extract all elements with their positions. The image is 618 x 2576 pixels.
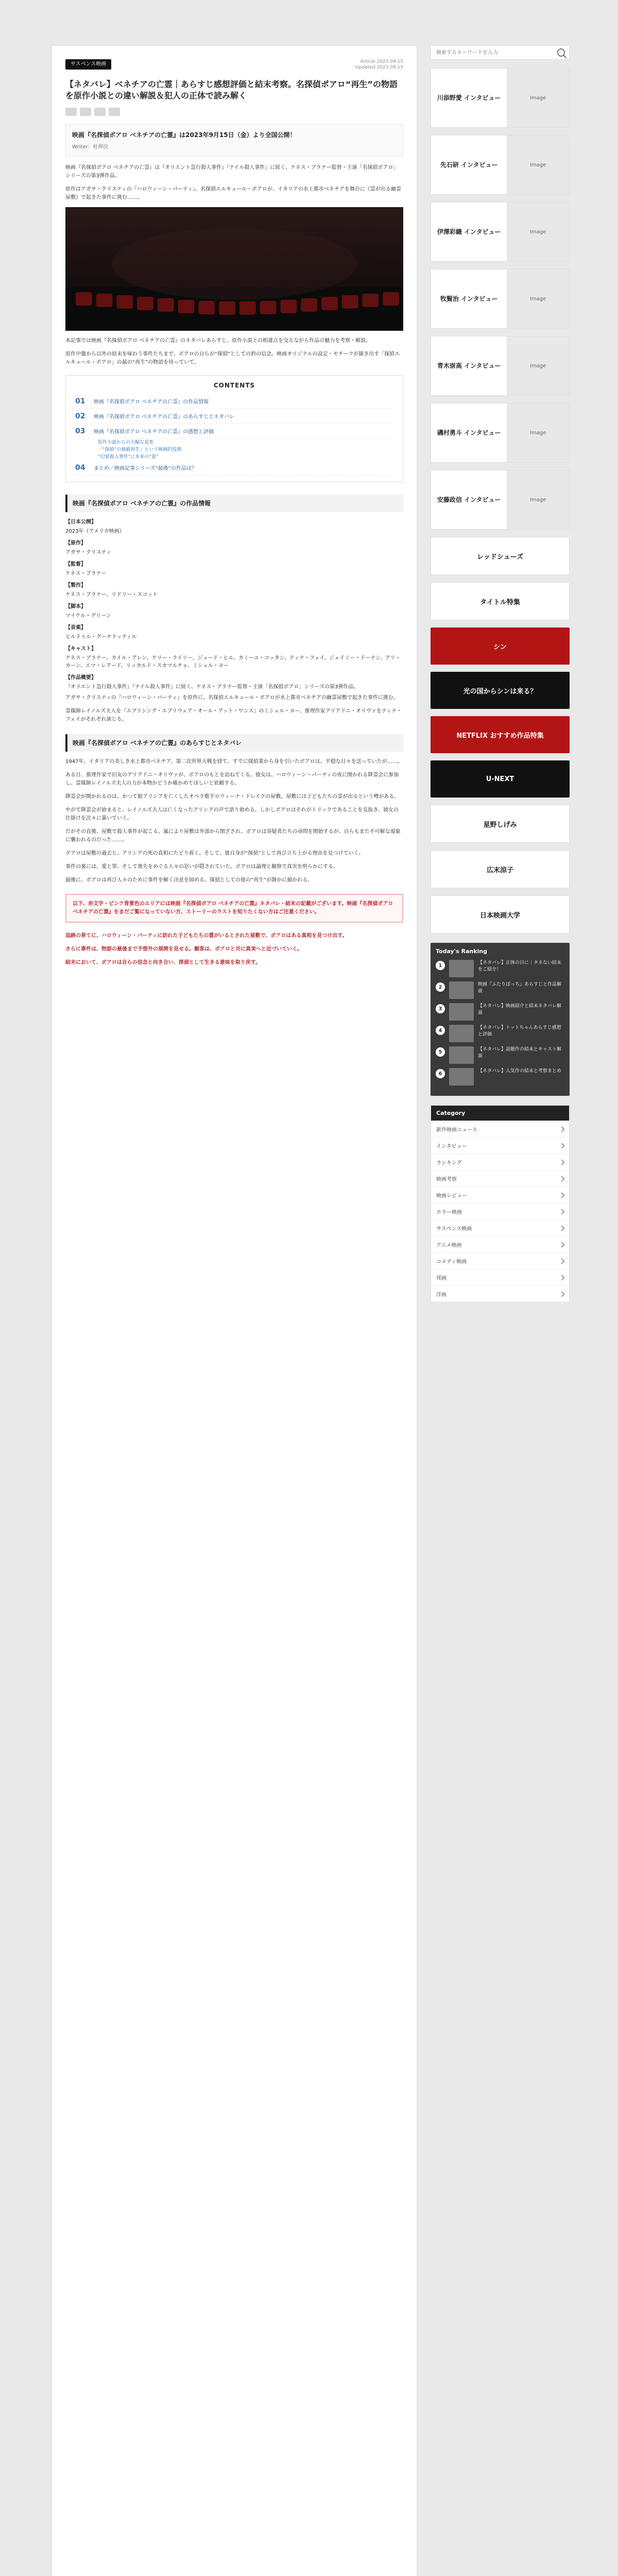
lead-title: 映画『名探偵ポアロ ベネチアの亡霊』は2023年9月15日（金）より全国公開！ — [72, 131, 296, 139]
toc-item[interactable] — [75, 409, 393, 424]
rank-title: 【ネタバレ】正体の日に｜タネない結末をご紹介！ — [478, 960, 561, 972]
rank-number: 2 — [436, 982, 445, 992]
synopsis-paragraph: ポアロは屋敷の過去と、アリシアの死の真相にたどり着く。そして、彼自身が“探偵”として再び立ち上がる理由を見つけていく。 — [65, 851, 364, 856]
ranking-title: Today's Ranking — [436, 948, 487, 955]
rank-thumbnail — [449, 1025, 474, 1042]
toc-number: 03 — [75, 427, 85, 435]
toc-sub-item[interactable]: 原作小説からの大幅な変更 — [98, 440, 154, 445]
sidebar-banner[interactable] — [431, 403, 570, 463]
toc-item[interactable] — [75, 394, 393, 409]
article-title: 【ネタバレ】ベネチアの亡霊｜あらすじ感想評価と結末考察。名探偵ポアロ“再生”の物語を原作小説との違い解説＆犯人の正体で読み解く — [65, 79, 398, 100]
rank-number: 6 — [436, 1069, 445, 1078]
sidebar-banner[interactable] — [431, 470, 570, 530]
spoiler-warning — [65, 894, 403, 923]
category-label: ホラー映画 — [436, 1210, 462, 1215]
chevron-right-icon — [559, 1225, 564, 1231]
rank-thumbnail — [449, 1046, 474, 1064]
rank-number: 4 — [436, 1026, 445, 1035]
sidebar-banner[interactable] — [431, 269, 570, 329]
main-article — [52, 45, 417, 2576]
banner-image: Image — [507, 336, 569, 395]
ranking-item[interactable] — [436, 960, 564, 977]
toc-text: まとめ／映画記事シリーズ“最後”の作品は？ — [94, 466, 197, 471]
info-value: ヒルドゥル・グーナドッティル — [65, 634, 137, 640]
category-item[interactable] — [431, 1187, 569, 1203]
info-label: 【脚本】 — [65, 604, 86, 609]
contents-title: CONTENTS — [213, 382, 255, 389]
rank-thumbnail — [449, 981, 474, 999]
sidebar-wide-banner[interactable]: シン — [431, 628, 570, 665]
ranking-item[interactable] — [436, 1068, 564, 1086]
share-buttons — [65, 108, 403, 116]
toc-number: 02 — [75, 412, 85, 420]
category-label: ランキング — [436, 1160, 462, 1166]
rank-thumbnail — [449, 1068, 474, 1086]
banner-text: 牧賢治 インタビュー — [440, 295, 498, 302]
search-input[interactable] — [435, 49, 553, 56]
info-list — [65, 518, 403, 691]
rank-title: 映画『ふたりぼっち』あらすじと作品解説 — [478, 982, 562, 994]
share-button-4[interactable] — [109, 108, 120, 116]
category-label: 新作映画ニュース — [436, 1127, 477, 1133]
chevron-right-icon — [559, 1126, 564, 1132]
toc-item[interactable] — [75, 461, 393, 476]
banner-image: Image — [507, 69, 569, 127]
sidebar — [431, 45, 570, 2576]
banner-text: 磯村勇斗 インタビュー — [437, 429, 501, 436]
sidebar-wide-banner[interactable]: 広末涼子 — [431, 850, 570, 888]
banner-image: Image — [507, 135, 569, 194]
synopsis-paragraph: ある日、推理作家で旧友のアリアドニ・オリヴァが、ポアロのもとを訪ねてくる。彼女は、ハロウィーン・パーティの夜に開かれる降霊会に参加し、霊媒師レイノルズ夫人の力が本物かどうか確かめてほしいと依頼する。 — [65, 772, 399, 786]
banner-image: Image — [507, 202, 569, 261]
category-label: 映画レビュー — [436, 1193, 467, 1199]
info-label: 【キャスト】 — [65, 646, 96, 652]
search-icon[interactable] — [557, 48, 565, 57]
category-title: Category — [431, 1106, 569, 1121]
chevron-right-icon — [559, 1291, 564, 1297]
rank-title: 【ネタバレ】トットちゃんあらすじ感想と評価 — [478, 1025, 561, 1037]
synopsis-paragraph: 1947年。イタリアの美しき水上都市ベネチア。第二次世界大戦を経て、すでに探偵業から身を引いたポアロは、平穏な日々を送っていたが……。 — [65, 759, 403, 765]
spoiler-paragraph: 結末において、ポアロは自らの信念と向き合い、探偵として生きる意味を取り戻す。 — [65, 960, 261, 965]
toc-text: 映画『名探偵ポアロ ベネチアの亡霊』のあらすじとネタバレ — [94, 414, 235, 420]
banner-text: 青木崇高 インタビュー — [437, 362, 501, 369]
spoiler-warning-text: 以下、赤文字・ピンク背景色のエリアには映画『名探偵ポアロ ベネチアの亡霊』ネタバレ・結末の記載がございます。映画『名探偵ポアロ ベネチアの亡霊』をまだご覧になっていない方、ストーリーのラストを知りたくない方はご注意ください。 — [73, 901, 393, 915]
intro-paragraph-2: 原作はアガサ・クリスティの『ハロウィーン・パーティ』。名探偵エルキュール・ポアロが、イタリアの水上都市ベネチアを舞台に《霊が出る幽霊屋敷》で起きた事件に挑む……。 — [65, 187, 401, 200]
section-title-info: 映画『名探偵ポアロ ベネチアの亡霊』の作品情報 — [65, 495, 403, 512]
info-value: 2023年（アメリカ映画） — [65, 529, 125, 534]
chevron-right-icon — [559, 1192, 564, 1198]
synopsis-paragraph: やがて降霊会が始まると、レイノルズ夫人は亡くなったアリシアの声で語り始める。しかしポアロはそれがトリックであることを見抜き、彼女の仕掛けを次々に暴いていく。 — [65, 807, 399, 821]
chevron-right-icon — [559, 1176, 564, 1181]
toc-sub-item[interactable]: 「“探偵”の価値再生」という映画的役割 — [98, 447, 182, 452]
category-item[interactable] — [431, 1170, 569, 1187]
chevron-right-icon — [559, 1159, 564, 1165]
chevron-right-icon — [559, 1242, 564, 1247]
info-label: 【原作】 — [65, 540, 86, 546]
published-date: Article 2023.09.15 — [360, 59, 403, 64]
banner-text: 伊澤彩織 インタビュー — [437, 228, 501, 235]
toc-number: 04 — [75, 464, 85, 472]
section1-paragraph-2: 霊媒師レイノルズ夫人を『エブリシング・エブリウェア・オール・アット・ワンス』のミシェル・ヨー、推理作家アリアドニ・オリヴァをティナ・フェイがそれぞれ演じる。 — [65, 708, 402, 722]
banner-image: Image — [507, 403, 569, 462]
category-label: 映画考察 — [436, 1177, 457, 1182]
spoiler-paragraph: さらに事件は、物語の最後まで予想外の展開を見せる。観客は、ポアロと共に真実へと近づいていく。 — [65, 946, 302, 952]
rank-number: 3 — [436, 1004, 445, 1013]
info-value: ケネス・ブラナー — [65, 571, 107, 577]
rank-thumbnail — [449, 1003, 474, 1021]
info-value: マイケル・グリーン — [65, 613, 111, 619]
sidebar-wide-banner[interactable]: NETFLIX おすすめ作品特集 — [431, 716, 570, 753]
toc-text: 映画『名探偵ポアロ ベネチアの亡霊』の作品情報 — [94, 399, 209, 405]
info-value: ケネス・ブラナー、カイル・アレン、ケリー・ライリー、ジュード・ヒル、カミーユ・コッタン、ティナ・フェイ、ジェイミー・ドーナン、アリ・カーン、エマ・レアード、リッカルド・スカマルチョ、ミシェル・ヨー — [65, 655, 401, 669]
category-item[interactable] — [431, 1121, 569, 1137]
rank-number: 1 — [436, 961, 445, 970]
info-label: 【音楽】 — [65, 625, 86, 631]
contents-box — [65, 375, 403, 482]
rank-thumbnail — [449, 960, 474, 977]
section1-paragraph-1: アガサ・クリスティの『ハロウィーン・パーティ』を原作に、名探偵エルキュール・ポアロが水上都市ベネチアの幽霊屋敷で起きた事件に挑む。 — [65, 695, 399, 701]
category-box — [431, 1105, 570, 1302]
sidebar-banner[interactable] — [431, 135, 570, 195]
sidebar-wide-banner[interactable]: 日本映画大学 — [431, 895, 570, 934]
ranking-box — [431, 943, 570, 1096]
lead-box — [65, 124, 403, 157]
info-value: ケネス・ブラナー、リドリー・スコット — [65, 592, 158, 598]
chevron-right-icon — [559, 1258, 564, 1264]
info-value: 『オリエント急行殺人事件』『ナイル殺人事件』に続く、ケネス・ブラナー監督・主演「名探偵ポアロ」シリーズの第3弾作品。 — [65, 684, 359, 690]
ranking-item[interactable] — [436, 1046, 564, 1064]
sidebar-banner[interactable] — [431, 202, 570, 262]
share-button-3[interactable] — [94, 108, 106, 116]
hero-image — [65, 207, 403, 331]
toc-item[interactable] — [75, 424, 393, 439]
lead-author: Writer：桂伸次 — [72, 144, 109, 150]
category-label: 洋画 — [436, 1292, 447, 1298]
ranking-item[interactable] — [436, 981, 564, 999]
banner-text: 先石研 インタビュー — [440, 161, 498, 168]
share-button-1[interactable] — [65, 108, 77, 116]
ranking-item[interactable] — [436, 1025, 564, 1042]
chevron-right-icon — [559, 1209, 564, 1214]
chevron-right-icon — [559, 1275, 564, 1280]
intro-paragraph-4: 原作中盤から以外の結末を味わう事件たちまで、ポアロの自らが“探偵”としての矜の信念。映画オリジナルの設定・モチーフが描き出す「探偵エルキュール・ポアロ」の最の“再生”の物語を待っていて。 — [65, 351, 400, 365]
chevron-right-icon — [559, 1143, 564, 1148]
synopsis-paragraph: 事件の裏には、愛と罪、そして喪失をめぐる人々の思いが隠されていた。ポアロは論理と観察で真実を明らかにする。 — [65, 864, 338, 870]
info-label: 【監督】 — [65, 562, 86, 567]
banner-text: 安藤政信 インタビュー — [437, 496, 501, 503]
synopsis-paragraph: だがその直後、屋敷で殺人事件が起こる。嵐により屋敷は外部から閉ざされ、ポアロは容疑者たちの尋問を開始するが、自らもまた不可解な現象に襲われるのだった……。 — [65, 829, 401, 843]
category-item[interactable] — [431, 1236, 569, 1252]
info-label: 【製作】 — [65, 583, 86, 588]
intro-paragraph-1: 映画『名探偵ポアロ ベネチアの亡霊』は『オリエント急行殺人事件』『ナイル殺人事件』に続く、ケネス・ブラナー監督・主演「名探偵ポアロ」シリーズの第3弾作品。 — [65, 165, 399, 179]
theater-image — [65, 207, 403, 331]
info-label: 【作品概要】 — [65, 675, 96, 681]
category-item[interactable] — [431, 1154, 569, 1170]
article-inner — [52, 46, 417, 967]
rank-number: 5 — [436, 1047, 445, 1057]
intro-paragraph-3: 本記事では映画『名探偵ポアロ ベネチアの亡霊』のネタバレあらすじ、原作小説との相違点を交えながら作品の魅力を考察・解説。 — [65, 338, 371, 344]
rank-title: 【ネタバレ】映画紹介と結末ネタバレ解説 — [478, 1004, 561, 1015]
sidebar-wide-banner[interactable]: 光の国からシンは来る？ — [431, 672, 570, 709]
synopsis-paragraph: 降霊会が開かれるのは、かつて娘アリシアを亡くしたオペラ歌手ロウィーナ・ドレイクの屋敷。屋敷には子どもたちの霊が出るという噂がある。 — [65, 794, 400, 800]
rank-title: 【ネタバレ】話題作の結末とキャスト解説 — [478, 1047, 561, 1059]
sidebar-wide-banner[interactable]: レッドシューズ — [431, 537, 570, 575]
category-item[interactable] — [431, 1137, 569, 1154]
info-value: アガサ・クリスティ — [65, 550, 111, 555]
category-item[interactable] — [431, 1203, 569, 1219]
ranking-item[interactable] — [436, 1003, 564, 1021]
article-dates — [355, 59, 403, 71]
category-item[interactable] — [431, 1285, 569, 1302]
category-label: サスペンス映画 — [436, 1226, 472, 1232]
sidebar-banner[interactable] — [431, 336, 570, 396]
rank-title: 【ネタバレ】人気作の結末と考察まとめ — [478, 1069, 561, 1074]
sidebar-banner[interactable] — [431, 68, 570, 128]
article-top-row — [65, 59, 403, 72]
search-bar — [431, 45, 570, 60]
spoiler-paragraph: 追跡の果てに、ハロウィーン・パーティに訪れた子どもたちの霊がいるとされた屋敷で、ポアロはある真相を見つけ出す。 — [65, 933, 348, 939]
share-button-2[interactable] — [80, 108, 91, 116]
banner-image: Image — [507, 470, 569, 529]
toc-number: 01 — [75, 397, 85, 405]
sidebar-wide-banner[interactable]: タイトル特集 — [431, 582, 570, 620]
category-label: コメディ映画 — [436, 1259, 467, 1265]
toc-sub-item[interactable]: “幻覚殺人事件”に本来の“姿” — [98, 454, 159, 460]
info-label: 【日本公開】 — [65, 519, 96, 525]
banner-image: Image — [507, 269, 569, 328]
synopsis-paragraph: 最後に、ポアロは再び人々のために事件を解く決意を固める。探偵としての彼の“再生”が静かに描かれる。 — [65, 877, 313, 883]
toc-text: 映画『名探偵ポアロ ベネチアの亡霊』の感想と評価 — [94, 429, 214, 435]
category-item[interactable] — [431, 1252, 569, 1269]
category-label: アニメ映画 — [436, 1243, 462, 1248]
banner-text: 川添野愛 インタビュー — [437, 94, 501, 101]
category-item[interactable] — [431, 1219, 569, 1236]
section-title-synopsis: 映画『名探偵ポアロ ベネチアの亡霊』のあらすじとネタバレ — [65, 734, 403, 752]
sidebar-wide-banner[interactable]: U-NEXT — [431, 760, 570, 798]
category-label: インタビュー — [436, 1144, 467, 1149]
updated-date: Updated 2023.09.15 — [355, 65, 403, 70]
sidebar-wide-banner[interactable]: 星野しげみ — [431, 805, 570, 843]
category-item[interactable] — [431, 1269, 569, 1285]
category-badge[interactable]: サスペンス映画 — [65, 59, 111, 70]
category-label: 邦画 — [436, 1276, 447, 1281]
